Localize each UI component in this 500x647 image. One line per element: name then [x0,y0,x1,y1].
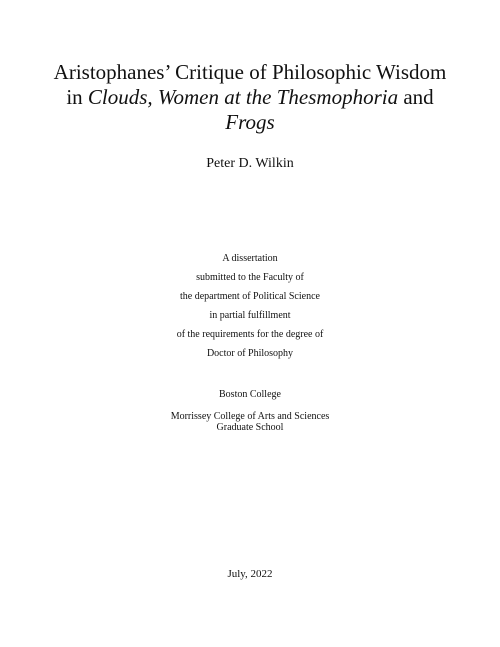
title-line-3 [30,110,470,135]
title-line-2-prefix: in [66,85,88,109]
title-line-1: Aristophanes’ Critique of Philosophic Wisdom [53,60,447,84]
university-name: Boston College [219,389,281,400]
title-works-italic: Clouds, Women at the Thesmophoria [87,85,399,109]
school-name: Graduate School [216,422,284,433]
submission-date: July, 2022 [227,568,273,580]
title-frogs-italic: Frogs [225,110,275,134]
statement-line: submitted to the Faculty of [196,272,304,283]
statement-line: the department of Political Science [180,291,320,302]
statement-line: Doctor of Philosophy [206,348,294,359]
title-line-2 [30,85,470,110]
dissertation-title [30,60,470,135]
statement-line: in partial fulfillment [209,310,291,321]
author-name: Peter D. Wilkin [206,156,294,171]
statement-line: A dissertation [222,253,278,264]
college-name: Morrissey College of Arts and Sciences [170,411,330,422]
submission-statement [0,249,500,363]
title-line-2-suffix: and [398,85,434,109]
institution-block [0,389,500,433]
statement-line: of the requirements for the degree of [176,329,324,340]
